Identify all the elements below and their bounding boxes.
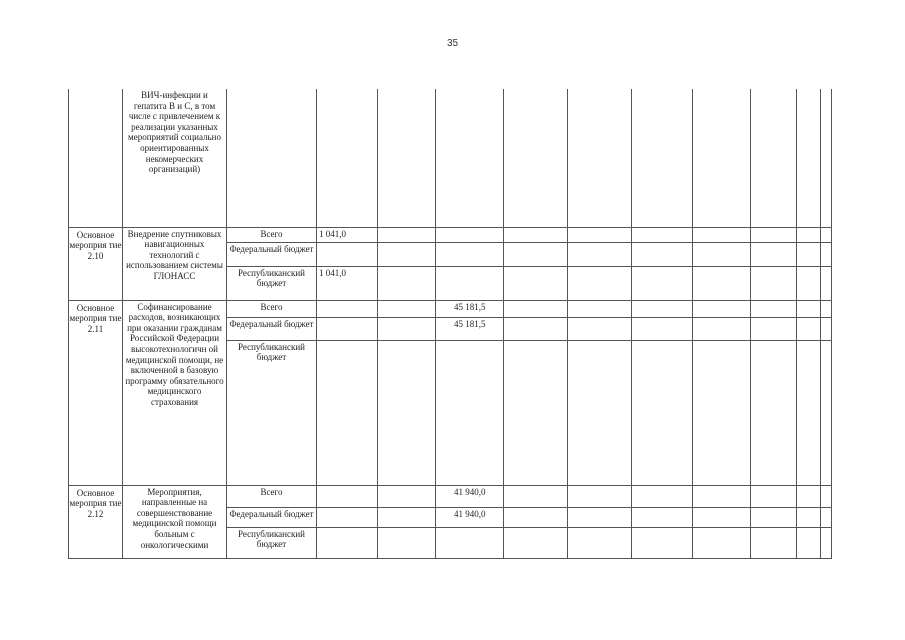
page-number: 35 xyxy=(446,38,459,49)
value-cell: 1 041,0 xyxy=(317,266,378,300)
table-row-continuation xyxy=(69,89,832,227)
source-label: Федеральный бюджет xyxy=(227,317,317,340)
source-label: Всего xyxy=(227,300,317,317)
measure-type-cell: Основное мероприя тие 2.11 xyxy=(69,300,123,485)
value-cell: 1 041,0 xyxy=(317,227,378,242)
measure-name-cell: ВИЧ-инфекции и гепатита B и C, в том числе с привлечением к реализации указанных мероприятий социально ориентированных некомерческих организаций) xyxy=(123,89,227,227)
source-label: Федеральный бюджет xyxy=(227,242,317,266)
measure-type-cell: Основное мероприя тие 2.12 xyxy=(69,485,123,558)
value-cell xyxy=(436,340,504,485)
source-label: Всего xyxy=(227,485,317,507)
measure-name-cell: Софинансирование расходов, возникающих при оказании гражданам Российской Федерации высокотехнологичн ой медицинской помощи, не включенной в базовую программу обязательного медицинского страхования xyxy=(123,300,227,485)
source-label: Республиканский бюджет xyxy=(227,527,317,558)
program-funding-table xyxy=(68,89,832,559)
source-label: Республиканский бюджет xyxy=(227,266,317,300)
value-cell: 41 940,0 xyxy=(436,485,504,507)
measure-name-cell: Мероприятия, направленные на совершенствование медицинской помощи больным с онкологическими xyxy=(123,485,227,558)
value-cell: 41 940,0 xyxy=(436,507,504,527)
table-row-2-12 xyxy=(69,485,832,507)
source-label: Федеральный бюджет xyxy=(227,507,317,527)
measure-type-cell: Основное мероприя тие 2.10 xyxy=(69,227,123,300)
table-row-2-11 xyxy=(69,300,832,317)
source-label: Всего xyxy=(227,227,317,242)
value-cell: 45 181,5 xyxy=(436,317,504,340)
measure-name-cell: Внедрение спутниковых навигационных технологий с использованием системы ГЛОНАСС xyxy=(123,227,227,300)
value-cell xyxy=(436,527,504,558)
table-row-2-10 xyxy=(69,227,832,242)
value-cell: 45 181,5 xyxy=(436,300,504,317)
source-label: Республиканский бюджет xyxy=(227,340,317,485)
value-cell xyxy=(317,242,378,266)
